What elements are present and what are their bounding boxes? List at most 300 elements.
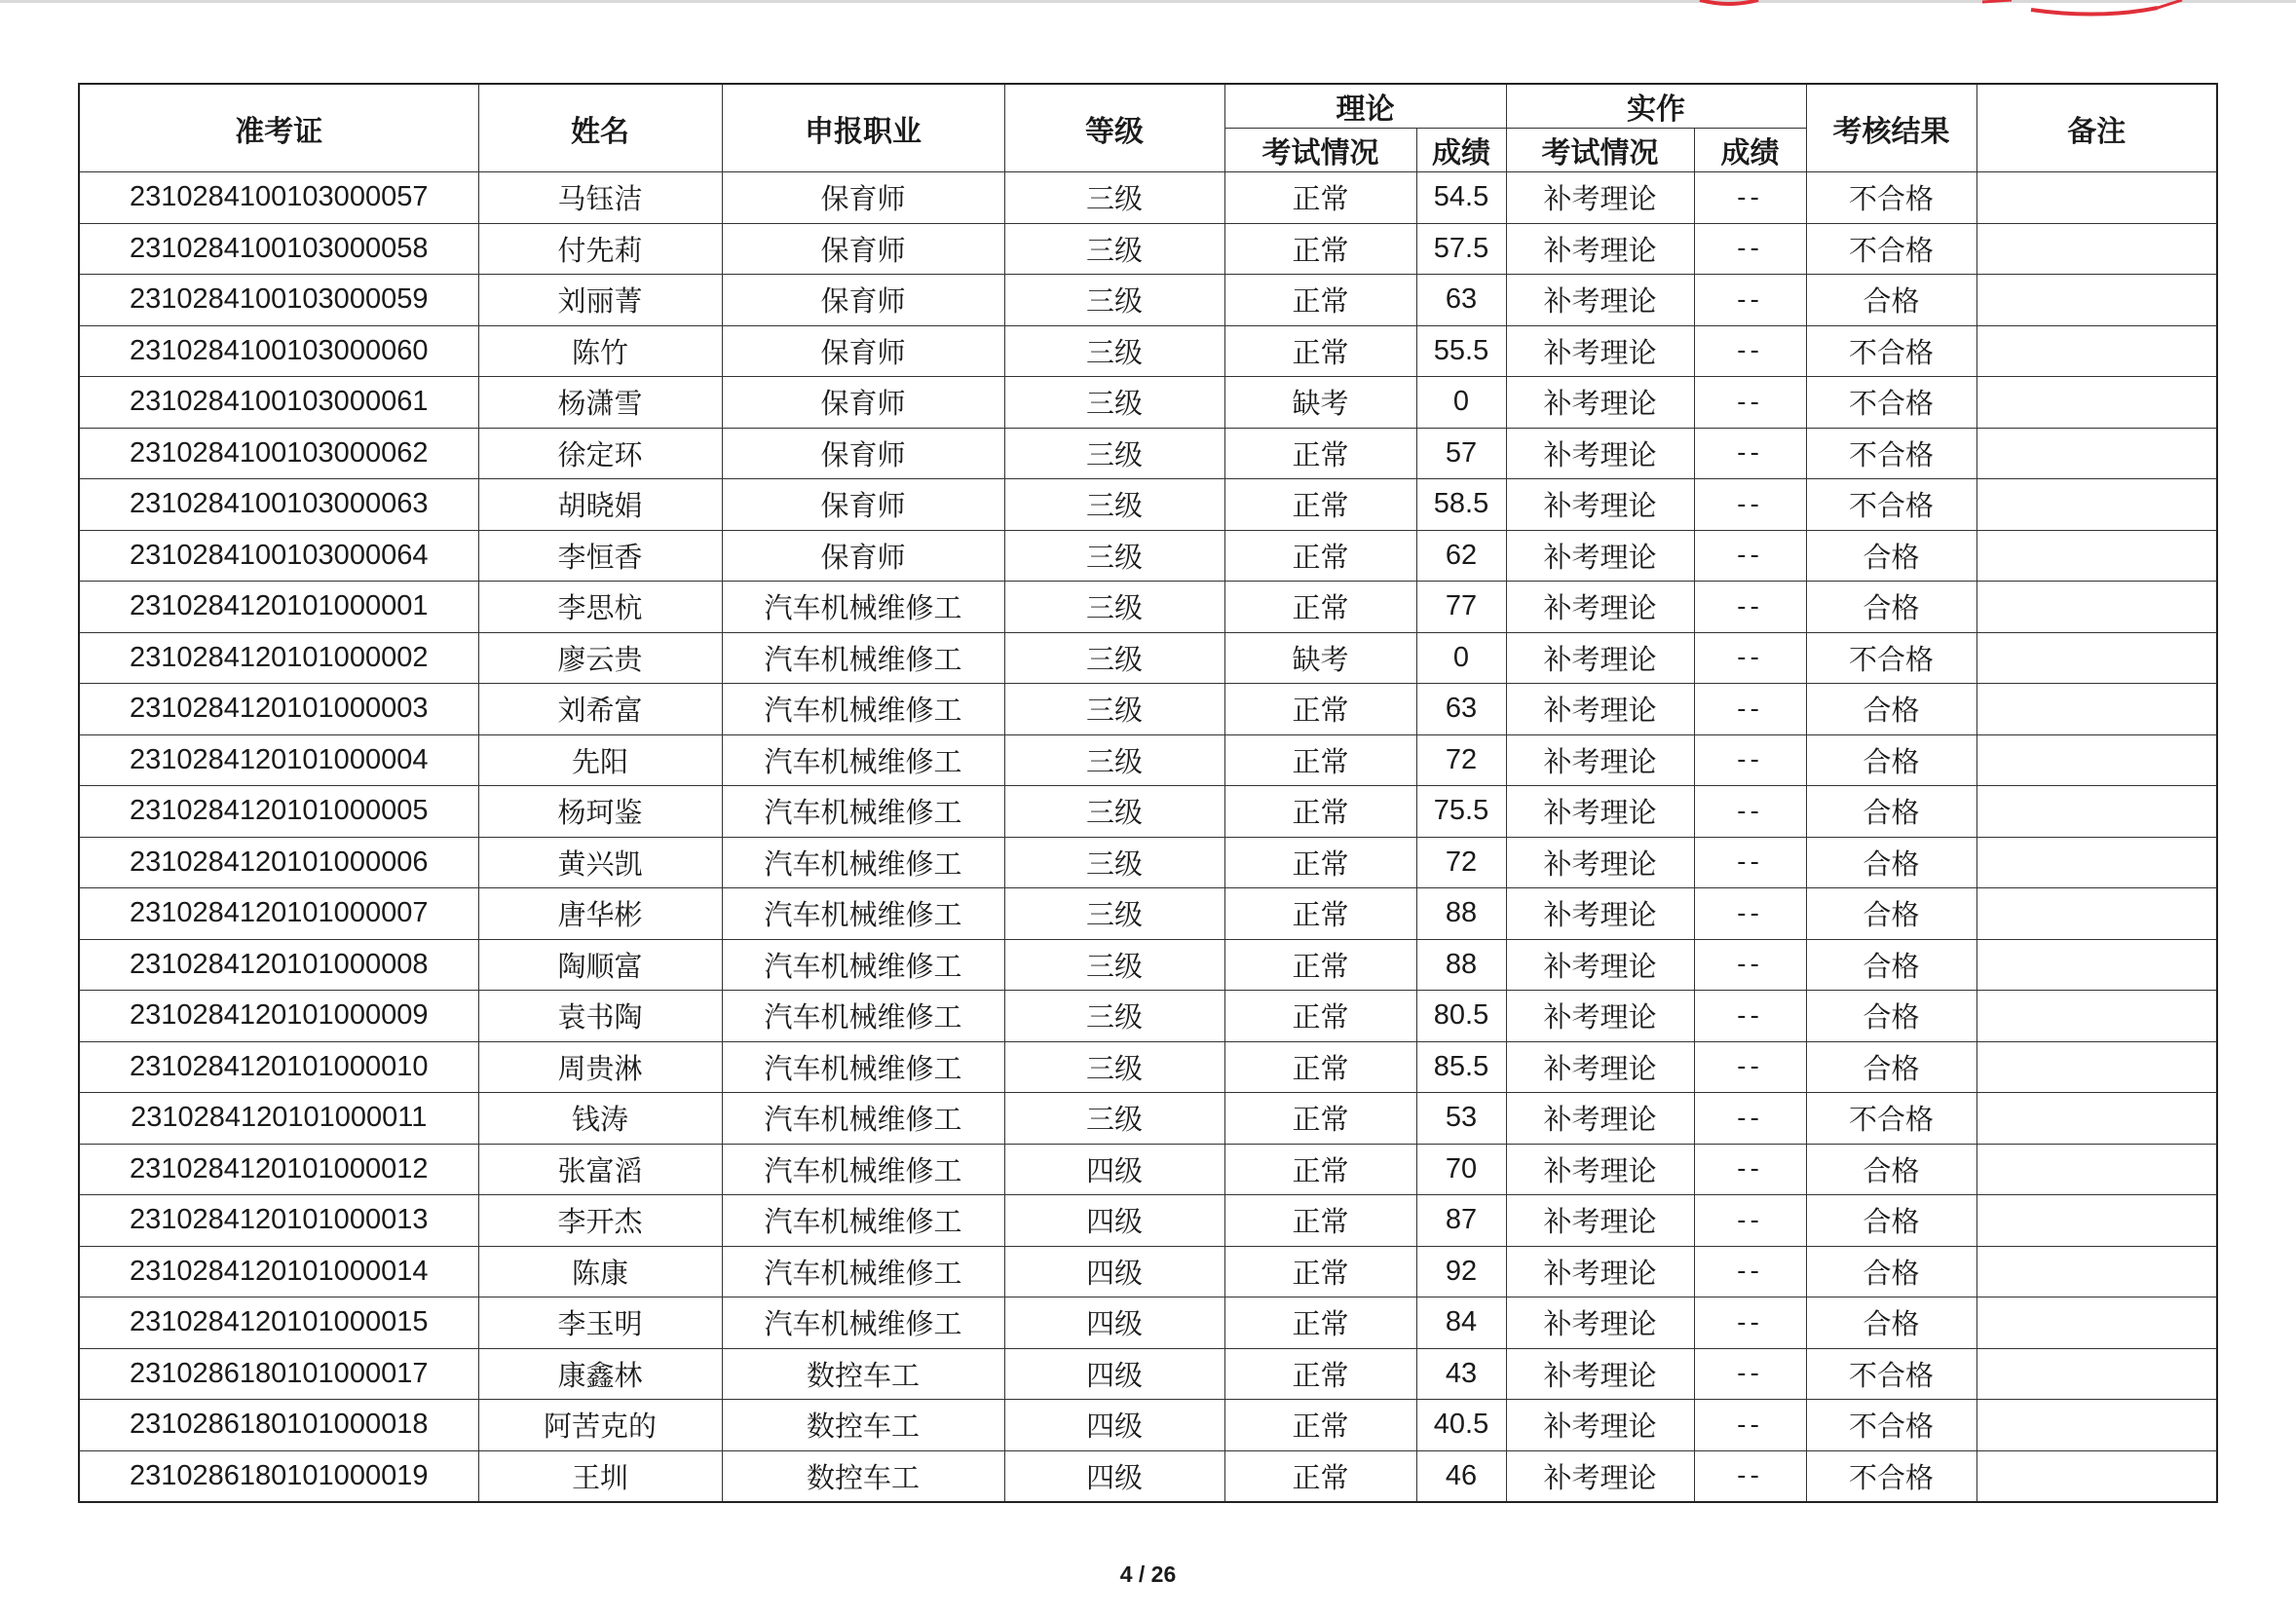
cell-occupation: 保育师 — [722, 223, 1004, 275]
col-header-level: 等级 — [1004, 84, 1224, 172]
cell-name: 先阳 — [478, 734, 722, 786]
table-row — [79, 275, 2217, 326]
cell-level: 三级 — [1004, 632, 1224, 684]
cell-theory-score: 63 — [1416, 275, 1506, 326]
cell-name: 徐定环 — [478, 428, 722, 479]
cell-level: 三级 — [1004, 888, 1224, 940]
cell-occupation: 汽车机械维修工 — [722, 684, 1004, 735]
cell-theory-status: 正常 — [1224, 1297, 1416, 1349]
cell-result: 不合格 — [1806, 1400, 1976, 1451]
cell-admission-ticket: 2310286180101000017 — [79, 1348, 478, 1400]
cell-remark — [1976, 1297, 2217, 1349]
cell-practical-status: 补考理论 — [1506, 1144, 1694, 1195]
cell-name: 阿苦克的 — [478, 1400, 722, 1451]
cell-theory-status: 缺考 — [1224, 632, 1416, 684]
cell-theory-status: 正常 — [1224, 325, 1416, 377]
results-sheet — [78, 83, 2218, 1503]
cell-result: 不合格 — [1806, 172, 1976, 224]
cell-occupation: 汽车机械维修工 — [722, 1041, 1004, 1093]
cell-occupation: 汽车机械维修工 — [722, 1246, 1004, 1297]
cell-admission-ticket: 2310284120101000002 — [79, 632, 478, 684]
table-row — [79, 1400, 2217, 1451]
cell-level: 三级 — [1004, 223, 1224, 275]
table-row — [79, 1195, 2217, 1247]
cell-admission-ticket: 2310286180101000018 — [79, 1400, 478, 1451]
cell-name: 胡晓娟 — [478, 479, 722, 531]
cell-practical-score: -- — [1694, 223, 1806, 275]
cell-theory-status: 正常 — [1224, 837, 1416, 888]
cell-result: 合格 — [1806, 530, 1976, 582]
col-header-occupation: 申报职业 — [722, 84, 1004, 172]
table-row — [79, 1450, 2217, 1502]
table-row — [79, 325, 2217, 377]
cell-remark — [1976, 1195, 2217, 1247]
cell-level: 三级 — [1004, 582, 1224, 633]
cell-theory-score: 77 — [1416, 582, 1506, 633]
cell-level: 三级 — [1004, 479, 1224, 531]
cell-theory-score: 62 — [1416, 530, 1506, 582]
cell-admission-ticket: 2310284120101000015 — [79, 1297, 478, 1349]
cell-theory-status: 正常 — [1224, 1246, 1416, 1297]
cell-occupation: 汽车机械维修工 — [722, 1093, 1004, 1145]
page-number: 4 / 26 — [1119, 1561, 1177, 1587]
cell-remark — [1976, 530, 2217, 582]
cell-practical-score: -- — [1694, 172, 1806, 224]
cell-level: 四级 — [1004, 1297, 1224, 1349]
cell-theory-score: 0 — [1416, 377, 1506, 429]
cell-occupation: 保育师 — [722, 479, 1004, 531]
table-row — [79, 172, 2217, 224]
cell-occupation: 保育师 — [722, 325, 1004, 377]
cell-result: 合格 — [1806, 734, 1976, 786]
cell-theory-status: 正常 — [1224, 428, 1416, 479]
cell-remark — [1976, 1450, 2217, 1502]
cell-result: 合格 — [1806, 991, 1976, 1042]
cell-result: 合格 — [1806, 786, 1976, 838]
cell-theory-status: 正常 — [1224, 684, 1416, 735]
table-row — [79, 734, 2217, 786]
cell-practical-score: -- — [1694, 991, 1806, 1042]
cell-result: 合格 — [1806, 1041, 1976, 1093]
cell-result: 不合格 — [1806, 1450, 1976, 1502]
cell-level: 三级 — [1004, 428, 1224, 479]
cell-practical-score: -- — [1694, 428, 1806, 479]
table-row — [79, 530, 2217, 582]
cell-occupation: 保育师 — [722, 428, 1004, 479]
cell-practical-status: 补考理论 — [1506, 275, 1694, 326]
cell-level: 三级 — [1004, 837, 1224, 888]
cell-theory-score: 55.5 — [1416, 325, 1506, 377]
cell-occupation: 保育师 — [722, 377, 1004, 429]
cell-admission-ticket: 2310286180101000019 — [79, 1450, 478, 1502]
cell-practical-score: -- — [1694, 1195, 1806, 1247]
cell-admission-ticket: 2310284120101000009 — [79, 991, 478, 1042]
cell-name: 康鑫林 — [478, 1348, 722, 1400]
cell-name: 李思杭 — [478, 582, 722, 633]
table-row — [79, 1093, 2217, 1145]
cell-practical-score: -- — [1694, 837, 1806, 888]
cell-practical-status: 补考理论 — [1506, 1041, 1694, 1093]
cell-theory-score: 58.5 — [1416, 479, 1506, 531]
cell-level: 四级 — [1004, 1246, 1224, 1297]
cell-admission-ticket: 2310284100103000059 — [79, 275, 478, 326]
cell-result: 不合格 — [1806, 325, 1976, 377]
cell-practical-score: -- — [1694, 1297, 1806, 1349]
cell-practical-score: -- — [1694, 1348, 1806, 1400]
cell-practical-score: -- — [1694, 734, 1806, 786]
cell-theory-score: 57.5 — [1416, 223, 1506, 275]
cell-theory-status: 正常 — [1224, 530, 1416, 582]
cell-theory-status: 正常 — [1224, 991, 1416, 1042]
cell-name: 王圳 — [478, 1450, 722, 1502]
cell-theory-status: 正常 — [1224, 1450, 1416, 1502]
cell-level: 三级 — [1004, 172, 1224, 224]
cell-admission-ticket: 2310284100103000064 — [79, 530, 478, 582]
table-row — [79, 1297, 2217, 1349]
cell-admission-ticket: 2310284100103000060 — [79, 325, 478, 377]
cell-practical-status: 补考理论 — [1506, 428, 1694, 479]
table-row — [79, 479, 2217, 531]
col-header-admission-ticket: 准考证 — [79, 84, 478, 172]
cell-admission-ticket: 2310284100103000061 — [79, 377, 478, 429]
cell-practical-score: -- — [1694, 1400, 1806, 1451]
table-row — [79, 786, 2217, 838]
cell-theory-score: 46 — [1416, 1450, 1506, 1502]
cell-practical-status: 补考理论 — [1506, 377, 1694, 429]
cell-remark — [1976, 991, 2217, 1042]
cell-theory-status: 正常 — [1224, 734, 1416, 786]
col-group-header-practical: 实作 — [1506, 84, 1806, 129]
cell-theory-score: 85.5 — [1416, 1041, 1506, 1093]
cell-theory-status: 正常 — [1224, 1348, 1416, 1400]
cell-result: 不合格 — [1806, 479, 1976, 531]
cell-theory-score: 72 — [1416, 734, 1506, 786]
cell-occupation: 数控车工 — [722, 1450, 1004, 1502]
cell-occupation: 汽车机械维修工 — [722, 786, 1004, 838]
cell-practical-status: 补考理论 — [1506, 837, 1694, 888]
cell-level: 四级 — [1004, 1348, 1224, 1400]
cell-level: 三级 — [1004, 377, 1224, 429]
cell-occupation: 汽车机械维修工 — [722, 1297, 1004, 1349]
cell-remark — [1976, 837, 2217, 888]
cell-result: 合格 — [1806, 1195, 1976, 1247]
cell-theory-status: 正常 — [1224, 275, 1416, 326]
cell-name: 刘丽菁 — [478, 275, 722, 326]
cell-theory-score: 43 — [1416, 1348, 1506, 1400]
cell-remark — [1976, 684, 2217, 735]
cell-admission-ticket: 2310284120101000007 — [79, 888, 478, 940]
cell-admission-ticket: 2310284100103000057 — [79, 172, 478, 224]
cell-practical-status: 补考理论 — [1506, 888, 1694, 940]
cell-practical-status: 补考理论 — [1506, 1195, 1694, 1247]
cell-remark — [1976, 1041, 2217, 1093]
cell-theory-score: 40.5 — [1416, 1400, 1506, 1451]
cell-name: 陈竹 — [478, 325, 722, 377]
cell-practical-score: -- — [1694, 530, 1806, 582]
cell-theory-status: 正常 — [1224, 786, 1416, 838]
cell-remark — [1976, 1400, 2217, 1451]
cell-practical-score: -- — [1694, 1041, 1806, 1093]
cell-theory-score: 70 — [1416, 1144, 1506, 1195]
results-table-body — [79, 172, 2217, 1503]
cell-admission-ticket: 2310284120101000001 — [79, 582, 478, 633]
cell-remark — [1976, 939, 2217, 991]
cell-occupation: 汽车机械维修工 — [722, 991, 1004, 1042]
cell-remark — [1976, 888, 2217, 940]
cell-remark — [1976, 275, 2217, 326]
cell-admission-ticket: 2310284120101000011 — [79, 1093, 478, 1145]
cell-theory-score: 80.5 — [1416, 991, 1506, 1042]
cell-name: 周贵淋 — [478, 1041, 722, 1093]
cell-theory-score: 57 — [1416, 428, 1506, 479]
cell-occupation: 数控车工 — [722, 1348, 1004, 1400]
cell-remark — [1976, 428, 2217, 479]
table-row — [79, 632, 2217, 684]
cell-practical-score: -- — [1694, 377, 1806, 429]
cell-theory-status: 正常 — [1224, 1093, 1416, 1145]
cell-result: 不合格 — [1806, 428, 1976, 479]
cell-result: 合格 — [1806, 684, 1976, 735]
cell-practical-status: 补考理论 — [1506, 939, 1694, 991]
cell-occupation: 汽车机械维修工 — [722, 582, 1004, 633]
cell-admission-ticket: 2310284100103000062 — [79, 428, 478, 479]
cell-practical-status: 补考理论 — [1506, 684, 1694, 735]
cell-result: 合格 — [1806, 837, 1976, 888]
cell-remark — [1976, 223, 2217, 275]
cell-name: 付先莉 — [478, 223, 722, 275]
cell-theory-status: 正常 — [1224, 1400, 1416, 1451]
cell-theory-status: 正常 — [1224, 1195, 1416, 1247]
cell-theory-status: 正常 — [1224, 223, 1416, 275]
col-header-remarks: 备注 — [1976, 84, 2217, 172]
cell-theory-status: 正常 — [1224, 1144, 1416, 1195]
cell-practical-status: 补考理论 — [1506, 172, 1694, 224]
cell-practical-status: 补考理论 — [1506, 1348, 1694, 1400]
cell-admission-ticket: 2310284120101000006 — [79, 837, 478, 888]
cell-remark — [1976, 1144, 2217, 1195]
cell-practical-status: 补考理论 — [1506, 325, 1694, 377]
cell-name: 唐华彬 — [478, 888, 722, 940]
cell-remark — [1976, 1246, 2217, 1297]
cell-practical-status: 补考理论 — [1506, 1400, 1694, 1451]
cell-level: 三级 — [1004, 530, 1224, 582]
cell-occupation: 汽车机械维修工 — [722, 1144, 1004, 1195]
table-row — [79, 1144, 2217, 1195]
cell-admission-ticket: 2310284120101000004 — [79, 734, 478, 786]
cell-level: 三级 — [1004, 275, 1224, 326]
cell-theory-status: 正常 — [1224, 479, 1416, 531]
table-row — [79, 1041, 2217, 1093]
cell-practical-score: -- — [1694, 479, 1806, 531]
cell-admission-ticket: 2310284120101000012 — [79, 1144, 478, 1195]
cell-result: 合格 — [1806, 275, 1976, 326]
cell-theory-score: 53 — [1416, 1093, 1506, 1145]
cell-theory-status: 正常 — [1224, 939, 1416, 991]
cell-admission-ticket: 2310284120101000013 — [79, 1195, 478, 1247]
cell-level: 三级 — [1004, 786, 1224, 838]
col-header-theory-score: 成绩 — [1416, 129, 1506, 172]
table-row — [79, 837, 2217, 888]
cell-occupation: 保育师 — [722, 530, 1004, 582]
cell-level: 三级 — [1004, 1041, 1224, 1093]
table-row — [79, 991, 2217, 1042]
cell-practical-score: -- — [1694, 786, 1806, 838]
cell-result: 合格 — [1806, 1297, 1976, 1349]
cell-result: 不合格 — [1806, 632, 1976, 684]
cell-practical-score: -- — [1694, 582, 1806, 633]
cell-name: 黄兴凯 — [478, 837, 722, 888]
cell-practical-score: -- — [1694, 1246, 1806, 1297]
cell-remark — [1976, 1348, 2217, 1400]
cell-result: 不合格 — [1806, 1093, 1976, 1145]
cell-level: 三级 — [1004, 939, 1224, 991]
cell-theory-score: 87 — [1416, 1195, 1506, 1247]
cell-practical-status: 补考理论 — [1506, 582, 1694, 633]
cell-practical-status: 补考理论 — [1506, 632, 1694, 684]
cell-name: 张富滔 — [478, 1144, 722, 1195]
cell-occupation: 汽车机械维修工 — [722, 837, 1004, 888]
cell-occupation: 汽车机械维修工 — [722, 939, 1004, 991]
cell-theory-status: 正常 — [1224, 582, 1416, 633]
cell-remark — [1976, 786, 2217, 838]
col-header-result: 考核结果 — [1806, 84, 1976, 172]
cell-name: 廖云贵 — [478, 632, 722, 684]
cell-level: 三级 — [1004, 325, 1224, 377]
cell-practical-status: 补考理论 — [1506, 1093, 1694, 1145]
cell-name: 刘希富 — [478, 684, 722, 735]
cell-remark — [1976, 479, 2217, 531]
header-row-top — [79, 84, 2217, 129]
cell-name: 杨珂鉴 — [478, 786, 722, 838]
cell-practical-status: 补考理论 — [1506, 479, 1694, 531]
cell-remark — [1976, 1093, 2217, 1145]
table-row — [79, 684, 2217, 735]
col-header-theory-status: 考试情况 — [1224, 129, 1416, 172]
cell-name: 袁书陶 — [478, 991, 722, 1042]
cell-practical-score: -- — [1694, 275, 1806, 326]
cell-practical-status: 补考理论 — [1506, 734, 1694, 786]
cell-practical-score: -- — [1694, 1144, 1806, 1195]
cell-practical-status: 补考理论 — [1506, 786, 1694, 838]
cell-theory-status: 正常 — [1224, 1041, 1416, 1093]
cell-name: 陈康 — [478, 1246, 722, 1297]
cell-practical-score: -- — [1694, 939, 1806, 991]
cell-theory-status: 缺考 — [1224, 377, 1416, 429]
cell-level: 三级 — [1004, 991, 1224, 1042]
cell-remark — [1976, 582, 2217, 633]
cell-practical-score: -- — [1694, 325, 1806, 377]
cell-occupation: 保育师 — [722, 275, 1004, 326]
table-row — [79, 1246, 2217, 1297]
table-row — [79, 582, 2217, 633]
cell-name: 李开杰 — [478, 1195, 722, 1247]
cell-admission-ticket: 2310284100103000063 — [79, 479, 478, 531]
table-row — [79, 377, 2217, 429]
cell-level: 四级 — [1004, 1450, 1224, 1502]
cell-name: 陶顺富 — [478, 939, 722, 991]
cell-result: 不合格 — [1806, 223, 1976, 275]
cell-theory-score: 88 — [1416, 939, 1506, 991]
cell-remark — [1976, 377, 2217, 429]
cell-level: 四级 — [1004, 1195, 1224, 1247]
col-header-practical-status: 考试情况 — [1506, 129, 1694, 172]
table-row — [79, 939, 2217, 991]
cell-theory-score: 72 — [1416, 837, 1506, 888]
cell-admission-ticket: 2310284120101000005 — [79, 786, 478, 838]
cell-occupation: 汽车机械维修工 — [722, 734, 1004, 786]
cell-practical-score: -- — [1694, 1093, 1806, 1145]
table-row — [79, 428, 2217, 479]
cell-theory-score: 0 — [1416, 632, 1506, 684]
cell-theory-status: 正常 — [1224, 888, 1416, 940]
cell-practical-score: -- — [1694, 888, 1806, 940]
cell-level: 三级 — [1004, 734, 1224, 786]
cell-practical-status: 补考理论 — [1506, 1246, 1694, 1297]
cell-remark — [1976, 734, 2217, 786]
red-seal-stamp-fragment — [1690, 0, 2192, 18]
cell-name: 杨潇雪 — [478, 377, 722, 429]
cell-admission-ticket: 2310284100103000058 — [79, 223, 478, 275]
col-header-practical-score: 成绩 — [1694, 129, 1806, 172]
col-header-name: 姓名 — [478, 84, 722, 172]
cell-result: 合格 — [1806, 939, 1976, 991]
cell-theory-score: 75.5 — [1416, 786, 1506, 838]
cell-practical-score: -- — [1694, 632, 1806, 684]
cell-practical-status: 补考理论 — [1506, 530, 1694, 582]
cell-theory-score: 63 — [1416, 684, 1506, 735]
cell-admission-ticket: 2310284120101000003 — [79, 684, 478, 735]
cell-admission-ticket: 2310284120101000010 — [79, 1041, 478, 1093]
cell-level: 四级 — [1004, 1144, 1224, 1195]
cell-theory-score: 92 — [1416, 1246, 1506, 1297]
cell-admission-ticket: 2310284120101000008 — [79, 939, 478, 991]
table-row — [79, 223, 2217, 275]
cell-occupation: 数控车工 — [722, 1400, 1004, 1451]
cell-name: 钱涛 — [478, 1093, 722, 1145]
cell-practical-status: 补考理论 — [1506, 1297, 1694, 1349]
cell-theory-score: 84 — [1416, 1297, 1506, 1349]
cell-level: 三级 — [1004, 684, 1224, 735]
cell-result: 不合格 — [1806, 377, 1976, 429]
cell-result: 合格 — [1806, 582, 1976, 633]
cell-name: 李玉明 — [478, 1297, 722, 1349]
cell-practical-status: 补考理论 — [1506, 991, 1694, 1042]
cell-remark — [1976, 172, 2217, 224]
cell-practical-status: 补考理论 — [1506, 223, 1694, 275]
cell-practical-status: 补考理论 — [1506, 1450, 1694, 1502]
cell-admission-ticket: 2310284120101000014 — [79, 1246, 478, 1297]
cell-result: 合格 — [1806, 1246, 1976, 1297]
col-group-header-theory: 理论 — [1224, 84, 1506, 129]
cell-occupation: 汽车机械维修工 — [722, 632, 1004, 684]
cell-occupation: 汽车机械维修工 — [722, 1195, 1004, 1247]
cell-result: 合格 — [1806, 1144, 1976, 1195]
cell-remark — [1976, 325, 2217, 377]
cell-theory-status: 正常 — [1224, 172, 1416, 224]
cell-result: 合格 — [1806, 888, 1976, 940]
cell-theory-score: 54.5 — [1416, 172, 1506, 224]
cell-name: 马钰洁 — [478, 172, 722, 224]
cell-practical-score: -- — [1694, 1450, 1806, 1502]
cell-theory-score: 88 — [1416, 888, 1506, 940]
cell-level: 三级 — [1004, 1093, 1224, 1145]
table-row — [79, 1348, 2217, 1400]
cell-level: 四级 — [1004, 1400, 1224, 1451]
cell-occupation: 保育师 — [722, 172, 1004, 224]
cell-result: 不合格 — [1806, 1348, 1976, 1400]
cell-practical-score: -- — [1694, 684, 1806, 735]
cell-name: 李恒香 — [478, 530, 722, 582]
